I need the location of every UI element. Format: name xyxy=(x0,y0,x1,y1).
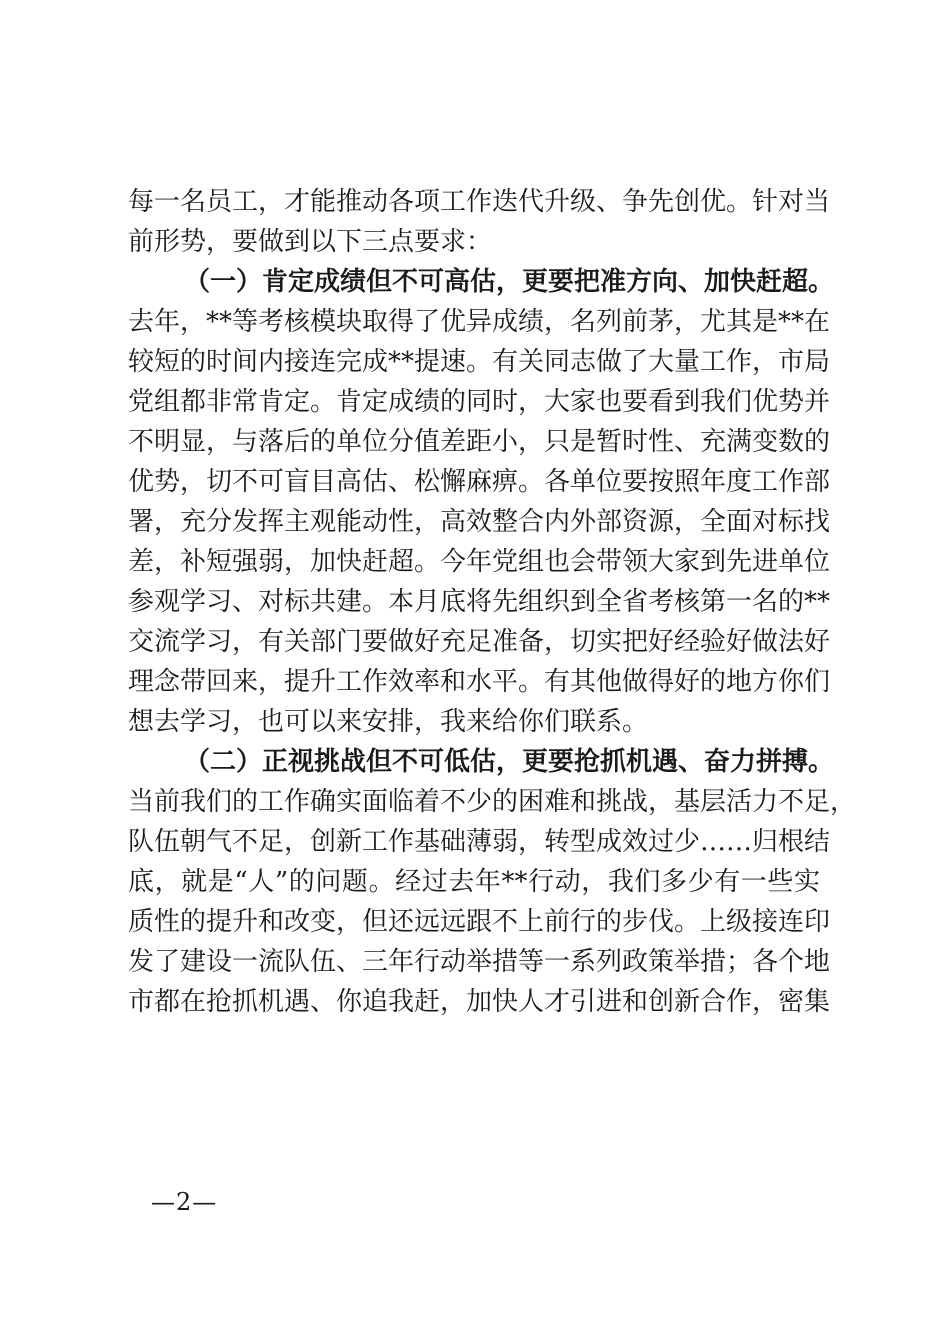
paragraph-line: 较短的时间内接连完成**提速。有关同志做了大量工作，市局 xyxy=(128,347,831,377)
paragraph-line: 当前我们的工作确实面临着不少的困难和挑战，基层活力不足， xyxy=(128,787,857,817)
section-heading-2: （二）正视挑战但不可低估，更要抢抓机遇、奋力拼搏。 xyxy=(184,747,835,777)
paragraph-line: 前形势，要做到以下三点要求： xyxy=(128,227,493,257)
section-heading-1: （一）肯定成绩但不可高估，更要把准方向、加快赶超。 xyxy=(184,267,835,297)
paragraph-line: 每一名员工，才能推动各项工作迭代升级、争先创优。针对当 xyxy=(128,187,831,217)
paragraph-line: 交流学习，有关部门要做好充足准备，切实把好经验好做法好 xyxy=(128,627,831,657)
paragraph-line: 党组都非常肯定。肯定成绩的同时，大家也要看到我们优势并 xyxy=(128,387,831,417)
paragraph-line: 想去学习，也可以来安排，我来给你们联系。 xyxy=(128,707,649,737)
paragraph-line: 参观学习、对标共建。本月底将先组织到全省考核第一名的** xyxy=(128,587,831,617)
paragraph-line: 市都在抢抓机遇、你追我赶，加快人才引进和创新合作，密集 xyxy=(128,987,831,1017)
paragraph-line: 发了建设一流队伍、三年行动举措等一系列政策举措；各个地 xyxy=(128,947,831,977)
paragraph-line: 底，就是“人”的问题。经过去年**行动，我们多少有一些实 xyxy=(128,867,820,897)
body-text xyxy=(128,182,857,1022)
page-number: —2— xyxy=(151,1188,218,1216)
paragraph-line: 署，充分发挥主观能动性，高效整合内外部资源，全面对标找 xyxy=(128,507,831,537)
paragraph-line: 质性的提升和改变，但还远远跟不上前行的步伐。上级接连印 xyxy=(128,907,831,937)
paragraph-line: 队伍朝气不足，创新工作基础薄弱，转型成效过少……归根结 xyxy=(128,827,831,857)
paragraph-line: 去年，**等考核模块取得了优异成绩，名列前茅，尤其是**在 xyxy=(128,307,831,337)
paragraph-line: 理念带回来，提升工作效率和水平。有其他做得好的地方你们 xyxy=(128,667,831,697)
paragraph-line: 差，补短强弱，加快赶超。今年党组也会带领大家到先进单位 xyxy=(128,547,831,577)
paragraph-line: 不明显，与落后的单位分值差距小，只是暂时性、充满变数的 xyxy=(128,427,831,457)
paragraph-line: 优势，切不可盲目高估、松懈麻痹。各单位要按照年度工作部 xyxy=(128,467,831,497)
